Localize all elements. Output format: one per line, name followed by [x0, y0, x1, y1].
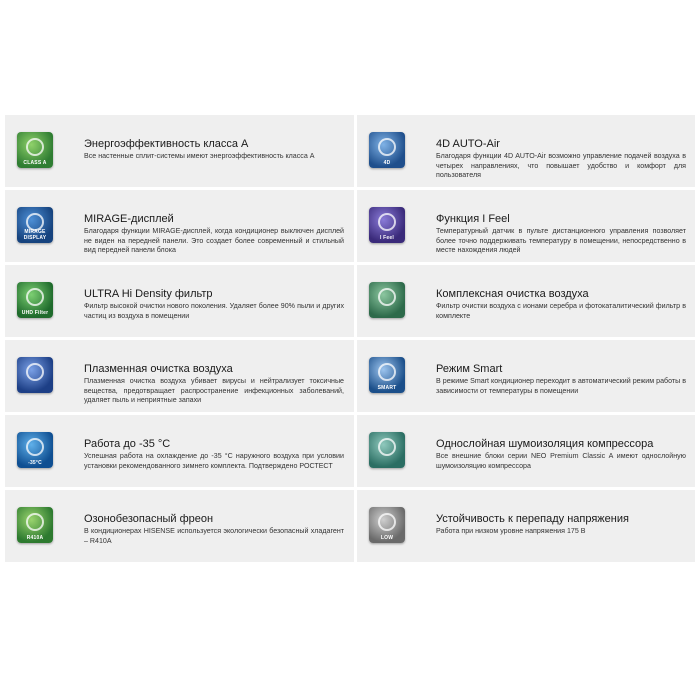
feature-description: Успешная работа на охлаждение до -35 °С наружного воздуха при условии установки рекомендованного зимнего комплекта. Подтверждено РОСТЕСТ [84, 452, 344, 470]
icon-label: R410A [26, 535, 44, 541]
feature-description: Фильтр высокой очистки нового поколения. Удаляет более 90% пыли и других частиц из воздуха в помещении [84, 302, 344, 320]
icon-glyph [378, 138, 396, 156]
smart-mode-icon [369, 357, 405, 393]
icon-label: 4D [383, 160, 391, 166]
complex-air-cleaning-icon [369, 282, 405, 318]
low-voltage-icon [369, 507, 405, 543]
feature-title: Комплексная очистка воздуха [436, 288, 589, 300]
feature-card [5, 340, 354, 412]
feature-title: Работа до -35 °С [84, 438, 171, 450]
feature-description: Благодаря функции MIRAGE-дисплей, когда кондиционер выключен дисплей не виден на передней панели. Это создает более современный и стильный вид передней панели блока [84, 227, 344, 254]
feature-card [357, 340, 695, 412]
feature-description: Все настенные сплит-системы имеют энергоэффективность класса А [84, 152, 315, 160]
feature-row [5, 265, 695, 337]
feature-description: Все внешние блоки серии NEO Premium Classic A имеют однослойную шумоизоляцию компрессора [436, 452, 686, 470]
plasma-cleaning-icon [17, 357, 53, 393]
feature-card [5, 190, 354, 262]
feature-card [357, 415, 695, 487]
features-grid [5, 115, 695, 562]
icon-label: MIRAGE DISPLAY [23, 229, 47, 241]
feature-card [357, 190, 695, 262]
feature-row [5, 115, 695, 187]
icon-label: LOW [380, 535, 394, 541]
feature-row [5, 340, 695, 412]
icon-label: -35°C [28, 460, 42, 466]
icon-glyph [26, 363, 44, 381]
feature-description: Работа при низком уровне напряжения 175 В [436, 527, 586, 535]
feature-card [5, 490, 354, 562]
icon-label: UHD Filter [21, 310, 49, 316]
feature-title: Плазменная очистка воздуха [84, 363, 233, 375]
feature-card [357, 115, 695, 187]
feature-row [5, 190, 695, 262]
icon-glyph [26, 438, 44, 456]
feature-description: Температурный датчик в пульте дистанционного управления позволяет более точно поддерживать температуру в помещении, непосредственно в месте нахождения людей [436, 227, 686, 254]
feature-title: ULTRA Hi Density фильтр [84, 288, 213, 300]
feature-description: Благодаря функции 4D AUTO-Air возможно управление подачей воздуха в четырех направлениях, что повышает удобство и комфорт для пользователя [436, 152, 686, 179]
energy-class-a-icon [17, 132, 53, 168]
r410a-freon-icon [17, 507, 53, 543]
uhd-filter-icon [17, 282, 53, 318]
4d-auto-air-icon [369, 132, 405, 168]
icon-glyph [378, 363, 396, 381]
feature-title: Режим Smart [436, 363, 503, 375]
icon-glyph [26, 138, 44, 156]
feature-description: Плазменная очистка воздуха убивает вирусы и нейтрализует токсичные вещества, предотвращает распространение инфекционных заболеваний, удаляет пыль и неприятные запахи [84, 377, 344, 404]
feature-card [357, 490, 695, 562]
feature-title: Энергоэффективность класса А [84, 138, 249, 150]
icon-glyph [378, 438, 396, 456]
feature-row [5, 490, 695, 562]
icon-glyph [26, 513, 44, 531]
feature-description: Фильтр очистки воздуха с ионами серебра и фотокаталитический фильтр в комплекте [436, 302, 686, 320]
compressor-insulation-icon [369, 432, 405, 468]
i-feel-icon [369, 207, 405, 243]
icon-label: SMART [377, 385, 397, 391]
feature-title: 4D AUTO-Air [436, 138, 500, 150]
icon-glyph [378, 213, 396, 231]
feature-title: Функция I Feel [436, 213, 510, 225]
feature-title: MIRAGE-дисплей [84, 213, 174, 225]
feature-title: Озонобезопасный фреон [84, 513, 214, 525]
icon-glyph [26, 288, 44, 306]
icon-label: I Feel [380, 235, 394, 241]
icon-label: CLASS A [23, 160, 47, 166]
feature-title: Устойчивость к перепаду напряжения [436, 513, 629, 525]
feature-card [5, 265, 354, 337]
feature-card [357, 265, 695, 337]
feature-title: Однослойная шумоизоляция компрессора [436, 438, 654, 450]
feature-description: В режиме Smart кондиционер переходит в автоматический режим работы в зависимости от температуры в помещении [436, 377, 686, 395]
feature-card [5, 415, 354, 487]
minus-35-icon [17, 432, 53, 468]
feature-description: В кондиционерах HISENSE используется экологически безопасный хладагент – R410A [84, 527, 344, 545]
icon-glyph [378, 513, 396, 531]
feature-row [5, 415, 695, 487]
feature-card [5, 115, 354, 187]
mirage-display-icon [17, 207, 53, 243]
icon-glyph [378, 288, 396, 306]
